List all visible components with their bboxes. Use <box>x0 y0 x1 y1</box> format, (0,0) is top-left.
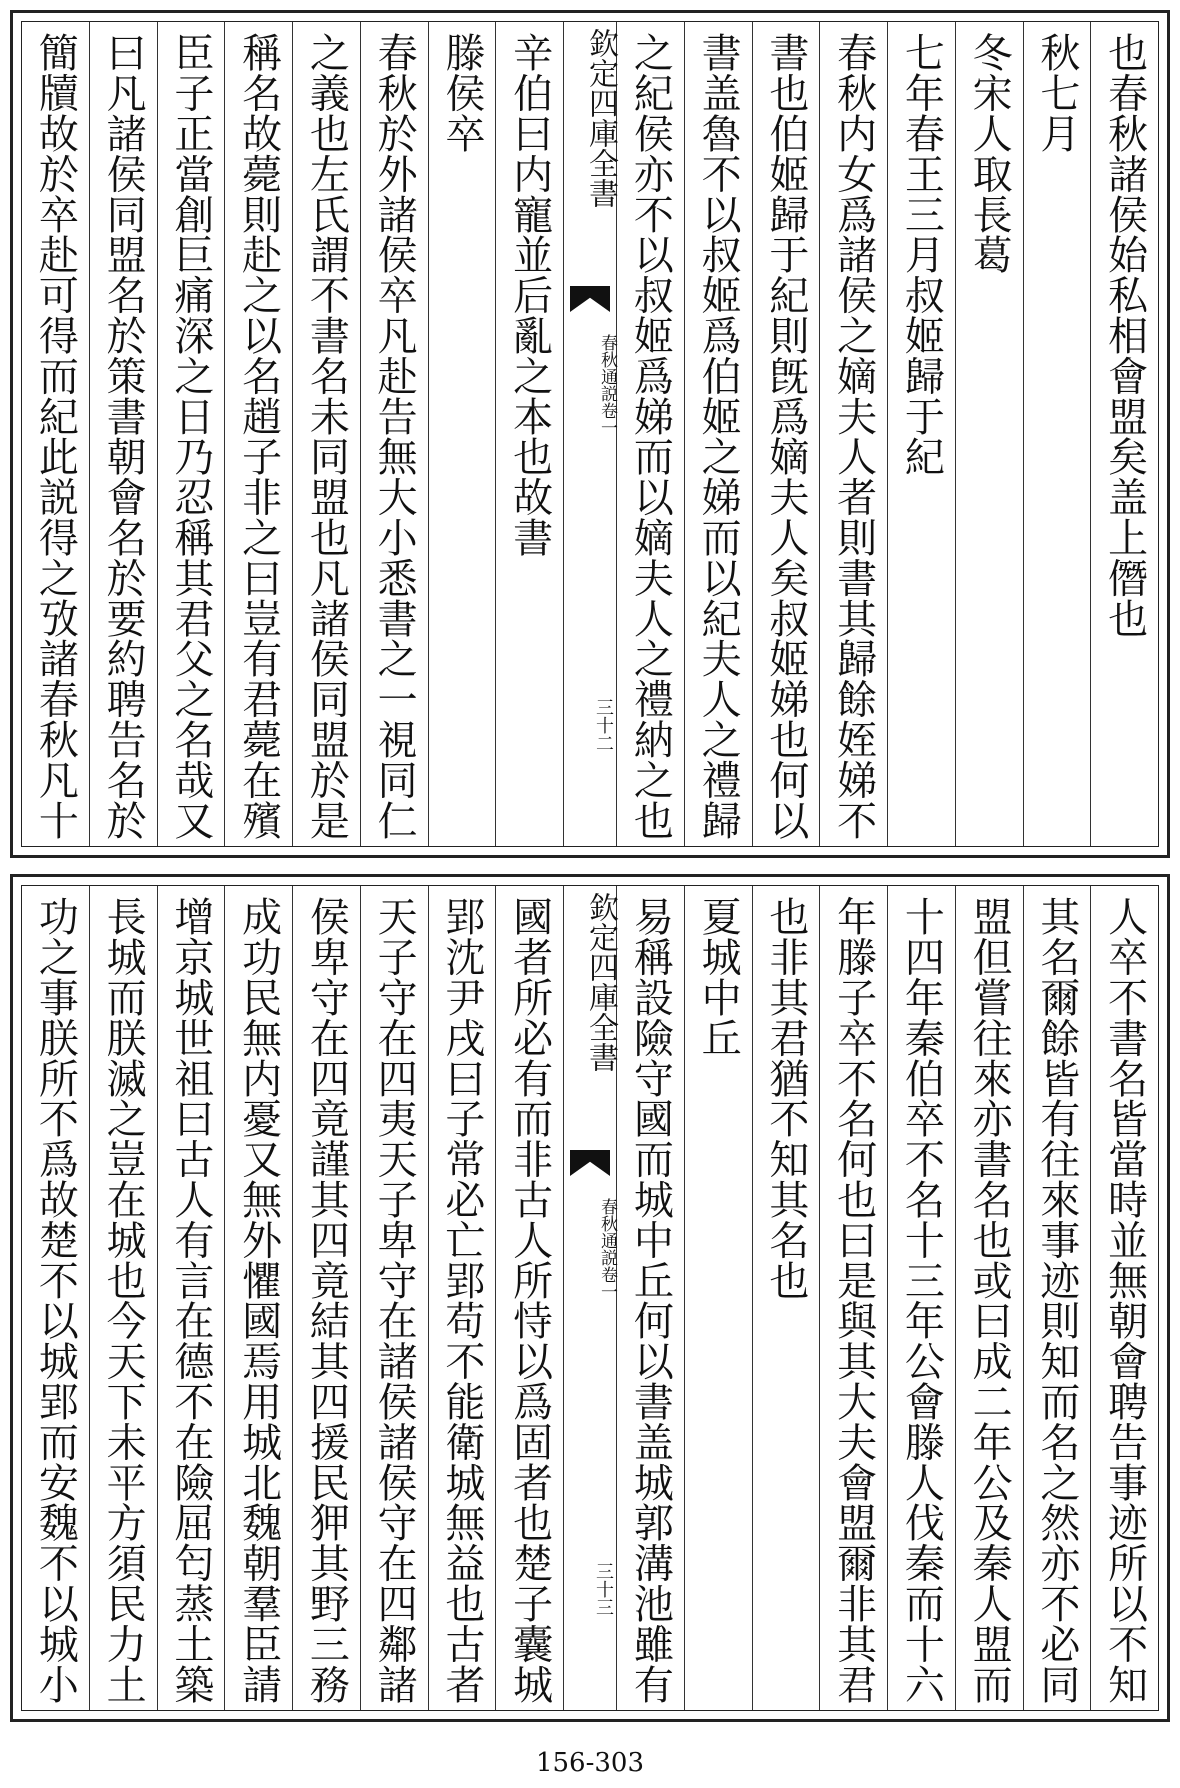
column-text: 春秋内女爲諸侯之嫡夫人者則書其歸餘姪娣不 <box>830 32 877 840</box>
column-text: 郢沈尹戌曰子常必亡郢苟不能衛城無益也古者 <box>438 896 485 1704</box>
subtitle-text: 春秋通説 <box>597 1198 617 1266</box>
center-fold <box>563 886 616 1710</box>
bottom-page <box>10 874 1170 1722</box>
text-column <box>428 886 496 1710</box>
text-column <box>684 886 752 1710</box>
column-text: 春秋於外諸侯卒凡赴告無大小悉書之一視同仁 <box>371 32 418 840</box>
top-page <box>10 10 1170 858</box>
text-column <box>360 886 428 1710</box>
column-text: 書也伯姬歸于紀則旣爲嫡夫人矣叔姬娣也何以 <box>762 32 809 840</box>
text-column <box>819 886 887 1710</box>
column-text: 稱名故薨則赴之以名趙子非之曰豈有君薨在殯 <box>235 32 282 840</box>
book-title: 欽定四庫全書 <box>583 892 618 1072</box>
volume-label: 卷一 <box>597 1266 617 1300</box>
column-text: 人卒不書名皆當時並無朝會聘告事迹所以不知 <box>1101 896 1148 1704</box>
text-column <box>224 22 292 846</box>
text-column <box>616 22 684 846</box>
text-column <box>1090 22 1158 846</box>
text-column <box>89 22 157 846</box>
book-subtitle <box>564 334 616 436</box>
column-text: 簡牘故於卒赴可得而紀此説得之攷諸春秋凡十 <box>32 32 79 840</box>
column-text: 辛伯曰内寵並后亂之本也故書 <box>506 32 553 558</box>
text-column <box>22 22 89 846</box>
column-text: 長城而朕滅之豈在城也今天下未平方須民力土 <box>100 896 147 1704</box>
column-text: 秋七月 <box>1033 32 1080 154</box>
column-text: 天子守在四夷天子卑守在諸侯諸侯守在四鄰諸 <box>371 896 418 1704</box>
column-text: 冬宋人取長葛 <box>966 32 1013 275</box>
text-column <box>684 22 752 846</box>
subtitle-text: 春秋通説 <box>597 334 617 402</box>
text-column <box>157 886 225 1710</box>
column-text: 七年春王三月叔姬歸于紀 <box>898 32 945 477</box>
text-column <box>495 886 563 1710</box>
column-text: 滕侯卒 <box>438 32 485 154</box>
text-column <box>616 886 684 1710</box>
column-text: 十四年秦伯卒不名十三年公會滕人伐秦而十六 <box>898 896 945 1704</box>
column-text: 成功民無内憂又無外懼國焉用城北魏朝羣臣請 <box>235 896 282 1704</box>
column-text: 曰凡諸侯同盟名於策書朝會名於要約聘告名於 <box>100 32 147 840</box>
column-text: 盟但嘗往來亦書名也或曰成二年公及秦人盟而 <box>966 896 1013 1704</box>
column-text: 也春秋諸侯始私相會盟矣盖上僭也 <box>1101 32 1148 638</box>
text-column <box>292 886 360 1710</box>
center-fold <box>563 22 616 846</box>
text-column <box>22 886 89 1710</box>
column-text: 功之事朕所不爲故楚不以城郢而安魏不以城小 <box>32 896 79 1704</box>
book-title: 欽定四庫全書 <box>583 28 618 208</box>
text-column <box>224 886 292 1710</box>
column-text: 國者所必有而非古人所恃以爲固者也楚子囊城 <box>506 896 553 1704</box>
column-text: 之義也左氏謂不書名未同盟也凡諸侯同盟於是 <box>303 32 350 840</box>
text-column <box>495 22 563 846</box>
text-column <box>887 886 955 1710</box>
text-column <box>360 22 428 846</box>
column-text: 年滕子卒不名何也曰是與其大夫會盟爾非其君 <box>830 896 877 1704</box>
column-text: 易稱設險守國而城中丘何以書盖城郭溝池雖有 <box>627 896 674 1704</box>
text-column <box>1090 886 1158 1710</box>
text-column <box>955 22 1023 846</box>
column-text: 增京城世祖曰古人有言在德不在險屈匄蒸土築 <box>167 896 214 1704</box>
bottom-page-frame <box>21 885 1159 1711</box>
text-column <box>292 22 360 846</box>
text-column <box>157 22 225 846</box>
text-column <box>1023 22 1091 846</box>
column-text: 之紀侯亦不以叔姬爲娣而以嫡夫人之禮納之也 <box>627 32 674 840</box>
column-text: 也非其君猶不知其名也 <box>762 896 809 1300</box>
column-text: 書盖魯不以叔姬爲伯姬之娣而以紀夫人之禮歸 <box>695 32 742 840</box>
column-text: 侯卑守在四竟謹其四竟結其四援民狎其野三務 <box>303 896 350 1704</box>
book-subtitle <box>564 1198 616 1300</box>
column-text: 其名爾餘皆有往來事迹則知而名之然亦不必同 <box>1033 896 1080 1704</box>
text-column <box>752 886 820 1710</box>
text-column <box>1023 886 1091 1710</box>
column-text: 臣子正當創巨痛深之日乃忍稱其君父之名哉又 <box>167 32 214 840</box>
text-column <box>752 22 820 846</box>
text-column <box>887 22 955 846</box>
top-page-frame <box>21 21 1159 847</box>
text-column <box>89 886 157 1710</box>
leaf-number: 三十二 <box>593 698 614 752</box>
volume-label: 卷一 <box>597 402 617 436</box>
text-column <box>428 22 496 846</box>
text-column <box>819 22 887 846</box>
page-footer-number: 156-303 <box>535 1748 645 1778</box>
column-text: 夏城中丘 <box>695 896 742 1058</box>
leaf-number: 三十三 <box>593 1562 614 1616</box>
fish-tail-mark <box>570 286 610 312</box>
fish-tail-mark <box>570 1150 610 1176</box>
text-column <box>955 886 1023 1710</box>
